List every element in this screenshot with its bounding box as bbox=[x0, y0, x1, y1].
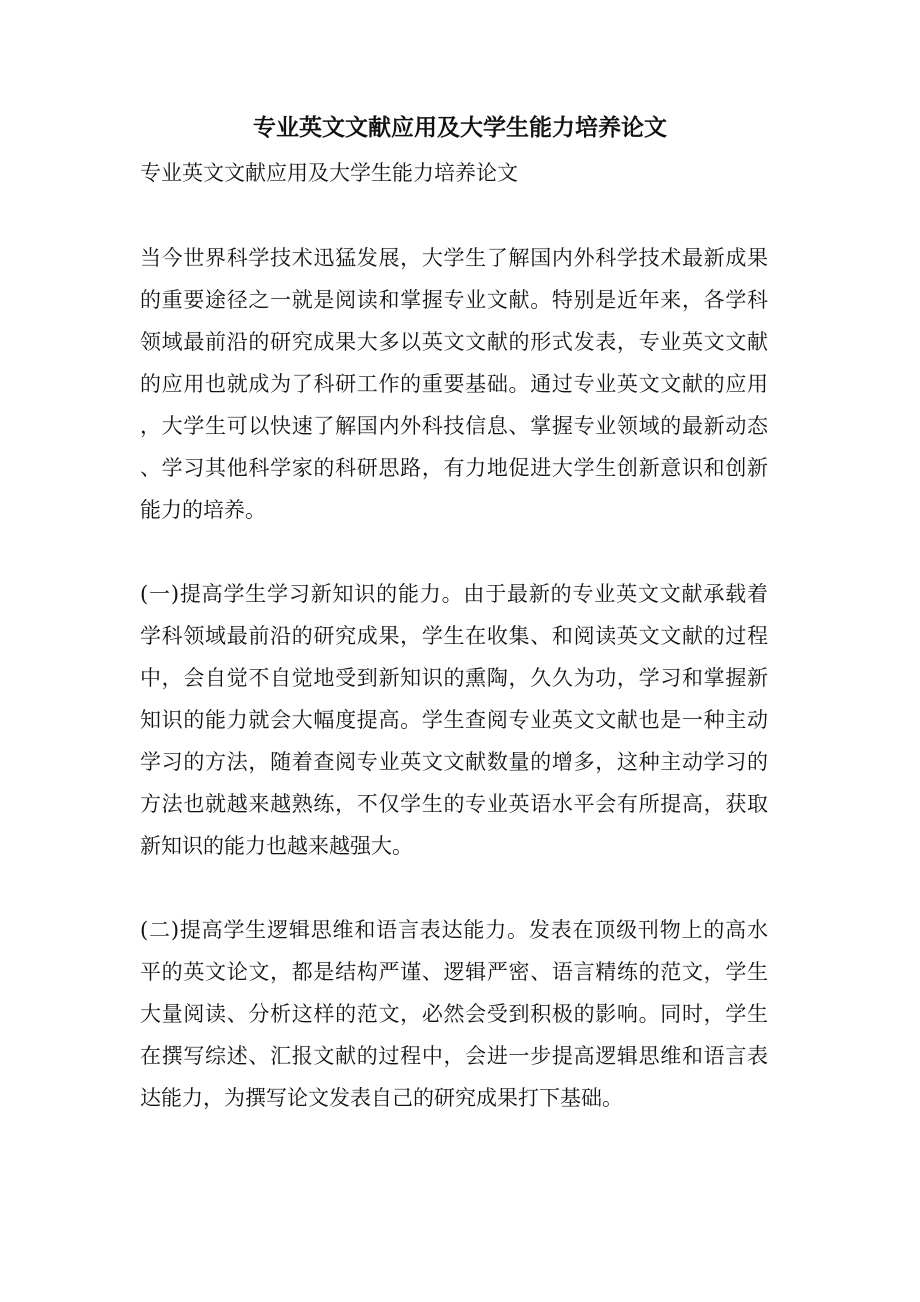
paragraph-line: 知识的能力就会大幅度提高。学生查阅专业英文文献也是一种主动 bbox=[140, 708, 768, 732]
document-subtitle: 专业英文文献应用及大学生能力培养论文 bbox=[140, 161, 518, 185]
paragraph-line: 的应用也就成为了科研工作的重要基础。通过专业英文文献的应用 bbox=[140, 372, 768, 396]
paragraph-line: ，大学生可以快速了解国内外科技信息、掌握专业领域的最新动态 bbox=[140, 414, 768, 438]
paragraph-line: 学习的方法，随着查阅专业英文文献数量的增多，这种主动学习的 bbox=[140, 750, 768, 774]
paragraph-line: 平的英文论文，都是结构严谨、逻辑严密、语言精练的范文，学生 bbox=[140, 960, 768, 984]
paragraph-one bbox=[140, 573, 768, 867]
paragraph-line: 领域最前沿的研究成果大多以英文文献的形式发表，专业英文文献 bbox=[140, 330, 768, 354]
paragraph-line: 能力的培养。 bbox=[140, 498, 266, 522]
paragraph-two bbox=[140, 909, 768, 1119]
paragraph-line: 在撰写综述、汇报文献的过程中，会进一步提高逻辑思维和语言表 bbox=[140, 1044, 768, 1068]
document-title: 专业英文文献应用及大学生能力培养论文 bbox=[253, 114, 667, 141]
paragraph-line: (一)提高学生学习新知识的能力。由于最新的专业英文文献承载着 bbox=[140, 582, 768, 606]
paragraph-line: 中，会自觉不自觉地受到新知识的熏陶，久久为功，学习和掌握新 bbox=[140, 666, 768, 690]
paragraph-line: 当今世界科学技术迅猛发展，大学生了解国内外科学技术最新成果 bbox=[140, 246, 768, 270]
paragraph-line: 、学习其他科学家的科研思路，有力地促进大学生创新意识和创新 bbox=[140, 456, 768, 480]
paragraph-line: 新知识的能力也越来越强大。 bbox=[140, 834, 413, 858]
paragraph-line: 的重要途径之一就是阅读和掌握专业文献。特别是近年来，各学科 bbox=[140, 288, 768, 312]
paragraph-intro bbox=[140, 237, 768, 531]
paragraph-line: 方法也就越来越熟练，不仅学生的专业英语水平会有所提高，获取 bbox=[140, 792, 768, 816]
paragraph-line: 达能力，为撰写论文发表自己的研究成果打下基础。 bbox=[140, 1086, 623, 1110]
paragraph-line: 大量阅读、分析这样的范文，必然会受到积极的影响。同时，学生 bbox=[140, 1002, 768, 1026]
paragraph-line: (二)提高学生逻辑思维和语言表达能力。发表在顶级刊物上的高水 bbox=[140, 918, 768, 942]
paragraph-line: 学科领域最前沿的研究成果，学生在收集、和阅读英文文献的过程 bbox=[140, 624, 768, 648]
